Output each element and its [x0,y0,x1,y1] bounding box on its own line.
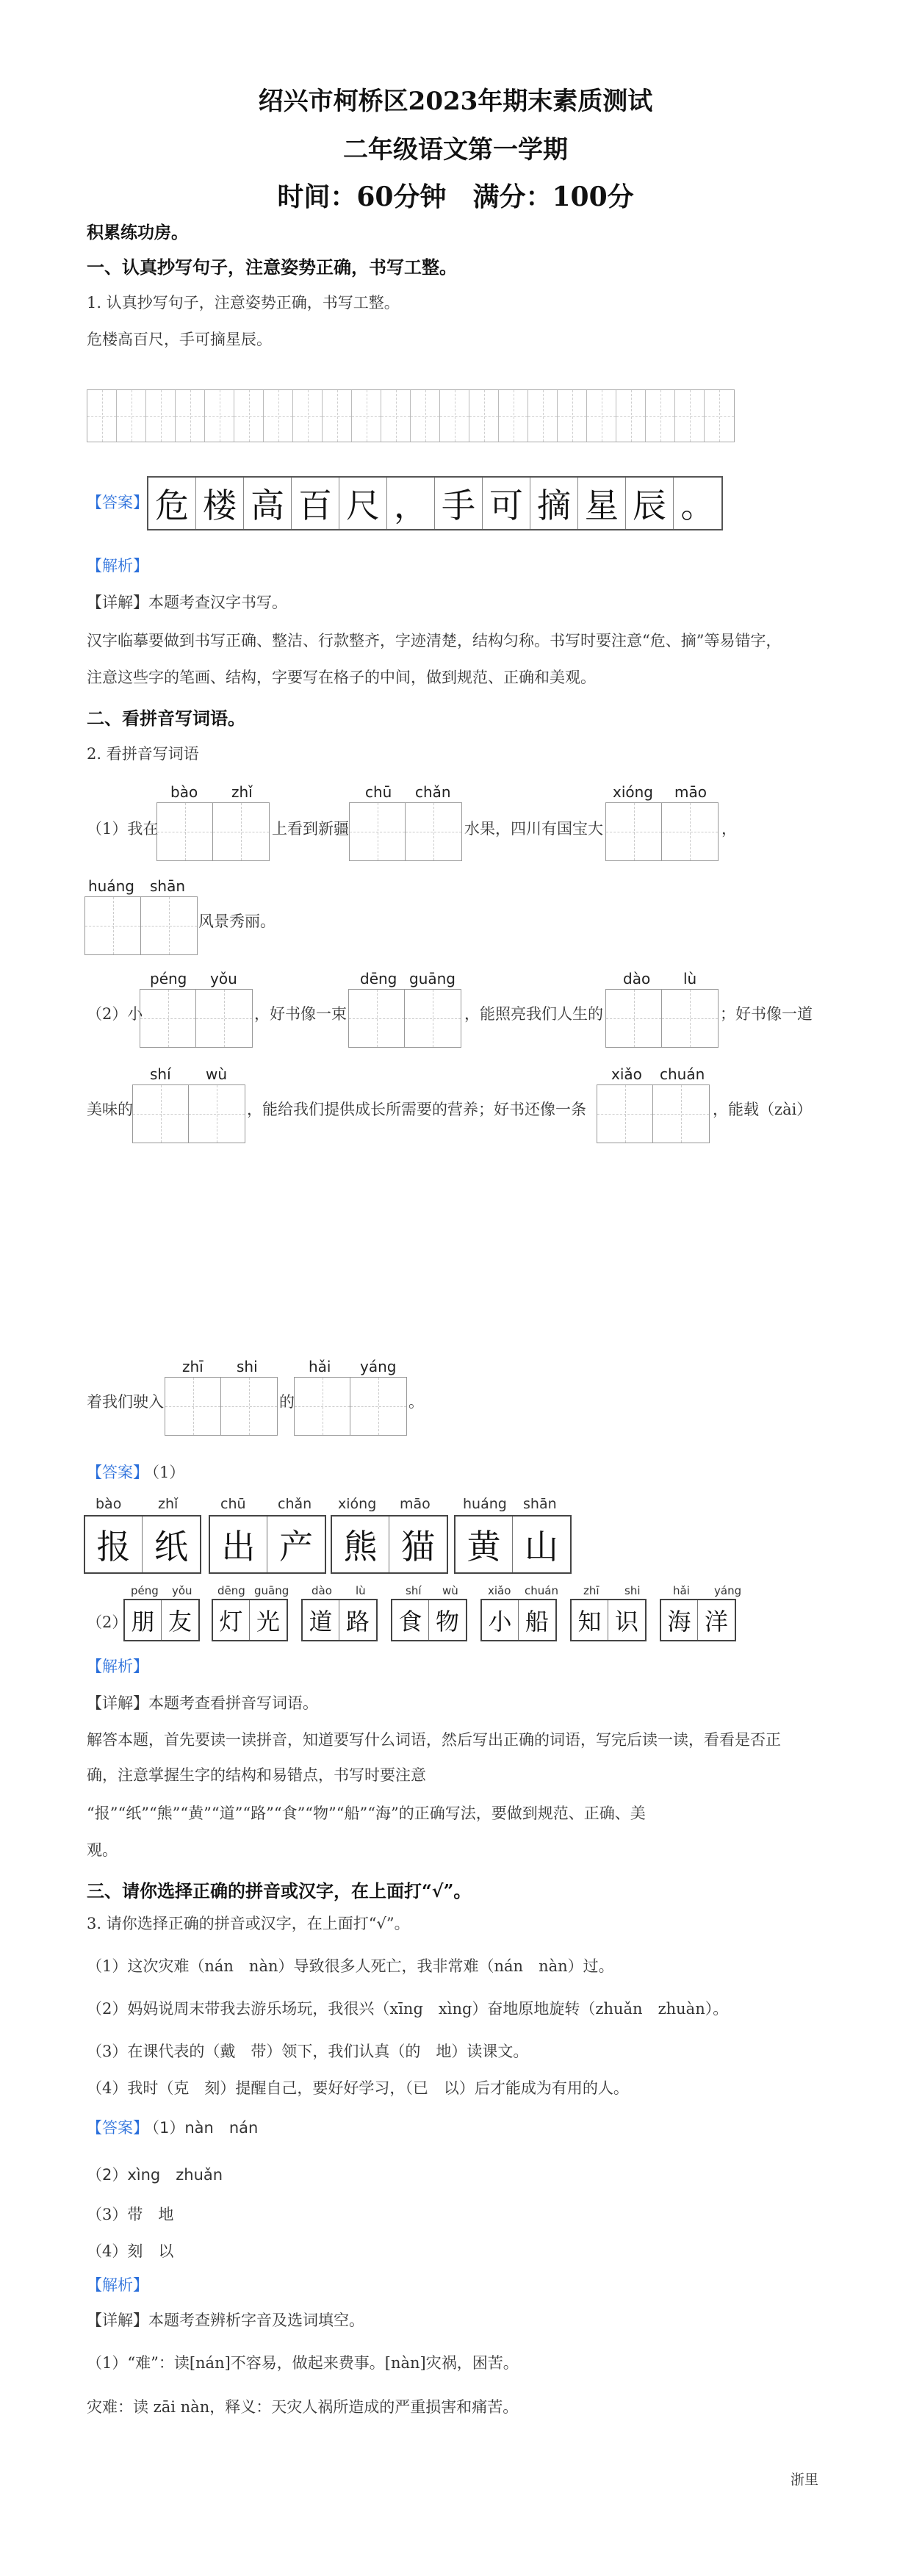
exam-subtitle: 二年级语文第一学期 [343,135,568,165]
answer-group [391,1599,467,1641]
writing-grid[interactable] [87,389,735,442]
q1-analysis-label: 【解析】 [87,557,148,575]
q2-r3-c: ，能照亮我们人生的 [464,1005,603,1023]
answer-pinyin: guāng [254,1584,289,1597]
pinyin: péng [150,970,187,987]
pinyin: chǎn [415,783,451,801]
answer-char: 报 [85,1517,143,1572]
answer-pinyin: wù [442,1584,458,1597]
answer-group [212,1599,288,1641]
q2-r5-c: 。 [408,1393,424,1411]
q2-r1-c: 水果，四川有国宝大 [464,820,603,838]
q3-a3: （3）带 地 [87,2206,174,2223]
q3-detail: 【详解】本题考查辨析字音及选词填空。 [87,2311,364,2329]
answer-char: 纸 [154,1527,188,1566]
q2-r1-b: 上看到新疆 [272,820,349,838]
pinyin: chū [365,783,392,801]
answer-char: 摘 [530,478,578,529]
answer-char: 熊 [332,1517,389,1572]
answer-pinyin: shí [406,1584,422,1597]
pinyin: yáng [360,1358,397,1375]
pinyin: māo [674,783,707,801]
answer-pinyin: zhī [583,1584,599,1597]
intro-label: 积累练功房。 [87,223,188,242]
q1-sentence: 危楼高百尺，手可摘星辰。 [87,331,272,348]
q2-answer-label: 【答案】 [87,1464,148,1481]
answer-char: 百 [292,478,339,529]
answer-char: 食 [392,1600,429,1640]
pinyin: shí [150,1065,171,1083]
answer-pinyin: bào [96,1496,122,1512]
answer-char: 黄 [455,1517,513,1572]
pinyin: guāng [409,970,455,987]
pinyin: hǎi [309,1358,331,1375]
blank-haiyang[interactable] [294,1377,407,1436]
answer-char: 可 [483,478,530,529]
answer-char: 辰 [626,478,674,529]
pinyin: wù [206,1065,228,1083]
blank-chuchan[interactable] [349,802,462,861]
exam-title: 绍兴市柯桥区2023年期末素质测试 [258,87,653,116]
blank-huangshan[interactable] [84,896,198,955]
q3-text: 3. 请你选择正确的拼音或汉字，在上面打“√”。 [87,1915,410,1932]
q2-r2-a: 风景秀丽。 [198,913,276,930]
answer-char: 出 [210,1517,267,1572]
q1-detail: 【详解】本题考查汉字书写。 [87,594,287,611]
answer-pinyin: lù [356,1584,366,1597]
answer-pinyin: hǎi [673,1584,690,1597]
q2-answer-p1: （1） [144,1464,185,1481]
answer-pinyin: yáng [714,1584,742,1597]
pinyin: lù [683,970,697,987]
q2-text: 2. 看拼音写词语 [87,745,199,763]
q1-answer-label: 【答案】 [87,494,148,511]
answer-pinyin: dào [312,1584,332,1597]
answer-pinyin: xióng [338,1496,377,1512]
pinyin: zhī [182,1358,204,1375]
answer-group [480,1599,557,1641]
pinyin: dào [623,970,651,987]
answer-char: 知 [572,1600,608,1640]
blank-shiwu[interactable] [132,1084,245,1143]
pinyin: shi [237,1358,258,1375]
answer-pinyin: huáng [463,1496,507,1512]
blank-zhishi[interactable] [165,1377,278,1436]
answer-group [454,1515,572,1574]
answer-char: 船 [525,1608,549,1636]
footer-mark: 浙里 [791,2472,819,2488]
q3-a4: （4）刻 以 [87,2242,174,2260]
answer-group [209,1515,326,1574]
blank-xiongmao[interactable] [605,802,719,861]
answer-char: 灯 [213,1600,250,1640]
q3-e2: 灾难：读 zāi nàn，释义：天灾人祸所造成的严重损害和痛苦。 [87,2398,519,2416]
answer-char: 小 [482,1600,519,1640]
answer-char: 海 [661,1600,698,1640]
blank-pengyou[interactable] [140,989,253,1048]
answer-char: 物 [435,1608,459,1636]
answer-char: 产 [279,1527,313,1566]
q2-r5-a: 着我们驶入 [87,1393,164,1411]
pinyin: xiǎo [611,1065,642,1083]
q1-answer-grid [147,476,723,530]
answer-char: 星 [578,478,626,529]
section1-heading: 一、认真抄写句子，注意姿势正确，书写工整。 [87,256,457,278]
q2-r5-b: 的 [279,1393,295,1411]
answer-char: 友 [168,1608,192,1636]
q3-l1: （1）这次灾难（nán nàn）导致很多人死亡，我非常难（nán nàn）过。 [87,1957,614,1975]
q3-answer-label: 【答案】 [87,2119,148,2137]
pinyin: yǒu [210,970,237,987]
answer-char: 道 [303,1600,339,1640]
answer-group [660,1599,736,1641]
blank-baozhi[interactable] [156,802,270,861]
q2-r1-d: ， [721,820,737,838]
q2-analysis-label: 【解析】 [87,1658,148,1675]
q2-para2: 确，注意掌握生字的结构和易错点，书写时要注意 [87,1766,426,1784]
section3-heading: 三、请你选择正确的拼音或汉字，在上面打“√”。 [87,1880,472,1902]
answer-char: 楼 [196,478,244,529]
q3-l3: （3）在课代表的（戴 带）领下，我们认真（的 地）读课文。 [87,2043,529,2060]
answer-char: 朋 [125,1600,162,1640]
answer-group [301,1599,378,1641]
q2-detail: 【详解】本题考查看拼音写词语。 [87,1694,318,1712]
answer-group [331,1515,448,1574]
q3-analysis-label: 【解析】 [87,2276,148,2294]
answer-pinyin: māo [400,1496,431,1512]
answer-pinyin: chǎn [278,1496,312,1512]
answer-char: 光 [256,1608,280,1636]
pinyin: huáng [88,877,134,895]
answer-group [123,1599,200,1641]
answer-char: 猫 [401,1527,435,1566]
q2-para4: 观。 [87,1841,118,1859]
answer-char: ， [387,478,435,529]
answer-char: 危 [148,478,196,529]
q1-para2: 注意这些字的笔画、结构，字要写在格子的中间，做到规范、正确和美观。 [87,669,596,686]
q3-l2: （2）妈妈说周末带我去游乐场玩，我很兴（xīng xìng）奋地原地旋转（zhuǎn zhuàn）。 [87,2000,729,2018]
answer-pinyin: chuán [525,1584,558,1597]
q2-r4-c: ，能载（zài） [713,1101,813,1118]
q1-para1: 汉字临摹要做到书写正确、整洁、行款整齐，字迹清楚，结构匀称。书写时要注意“危、摘”等易错字， [87,632,782,650]
answer-pinyin: xiǎo [488,1584,511,1597]
answer-char: 山 [525,1527,558,1566]
section2-heading: 二、看拼音写词语。 [87,708,245,729]
answer-char: 手 [435,478,483,529]
q2-r3-d: ；好书像一道 [720,1005,813,1023]
blank-dengguang[interactable] [348,989,461,1048]
pinyin: chuán [660,1065,705,1083]
pinyin: shān [150,877,186,895]
answer-pinyin: yǒu [172,1584,192,1597]
q2-para3: “报”“纸”“熊”“黄”“道”“路”“食”“物”“船”“海”的正确写法，要做到规范、正确、美 [87,1805,646,1822]
q3-a1: （1）nàn nán [144,2119,259,2137]
q1-text: 1. 认真抄写句子，注意姿势正确，书写工整。 [87,294,400,312]
q2-r3-a: （2）小 [87,1005,143,1023]
answer-char: 尺 [339,478,387,529]
answer-group [570,1599,647,1641]
answer-char: 路 [345,1608,370,1636]
answer-char: 洋 [704,1608,728,1636]
answer-pinyin: péng [131,1584,159,1597]
q2-para1: 解答本题，首先要读一读拼音，知道要写什么词语，然后写出正确的词语，写完后读一读，看看是否正 [87,1731,781,1749]
q2-r4-a: 美味的 [87,1101,133,1118]
answer-pinyin: chū [220,1496,246,1512]
q2-r4-b: ，能给我们提供成长所需要的营养；好书还像一条 [247,1101,586,1118]
answer-char: 识 [614,1608,638,1636]
answer-pinyin: dēng [217,1584,245,1597]
q3-a2: （2）xìng zhuǎn [87,2166,223,2184]
answer-char: 。 [680,486,715,525]
answer-char: 高 [244,478,292,529]
q2-r3-b: ，好书像一束 [254,1005,347,1023]
q3-e1: （1）“难”：读[nán]不容易，做起来费事。[nàn]灾祸，困苦。 [87,2354,519,2372]
pinyin: zhǐ [231,783,253,801]
answer-pinyin: zhǐ [158,1496,179,1512]
q2-r1-a: （1）我在 [87,820,159,838]
pinyin: bào [170,783,198,801]
answer-group [84,1515,201,1574]
pinyin: xióng [613,783,653,801]
pinyin: dēng [360,970,397,987]
q3-l4: （4）我时（克 刻）提醒自己，要好好学习，（已 以）后才能成为有用的人。 [87,2079,629,2097]
answer-pinyin: shān [523,1496,557,1512]
q2-answer-p2: （2） [87,1613,128,1631]
blank-daolu[interactable] [605,989,719,1048]
answer-pinyin: shi [624,1584,641,1597]
time-score: 时间：60分钟 满分：100分 [277,181,634,212]
blank-xiaochuan[interactable] [597,1084,710,1143]
